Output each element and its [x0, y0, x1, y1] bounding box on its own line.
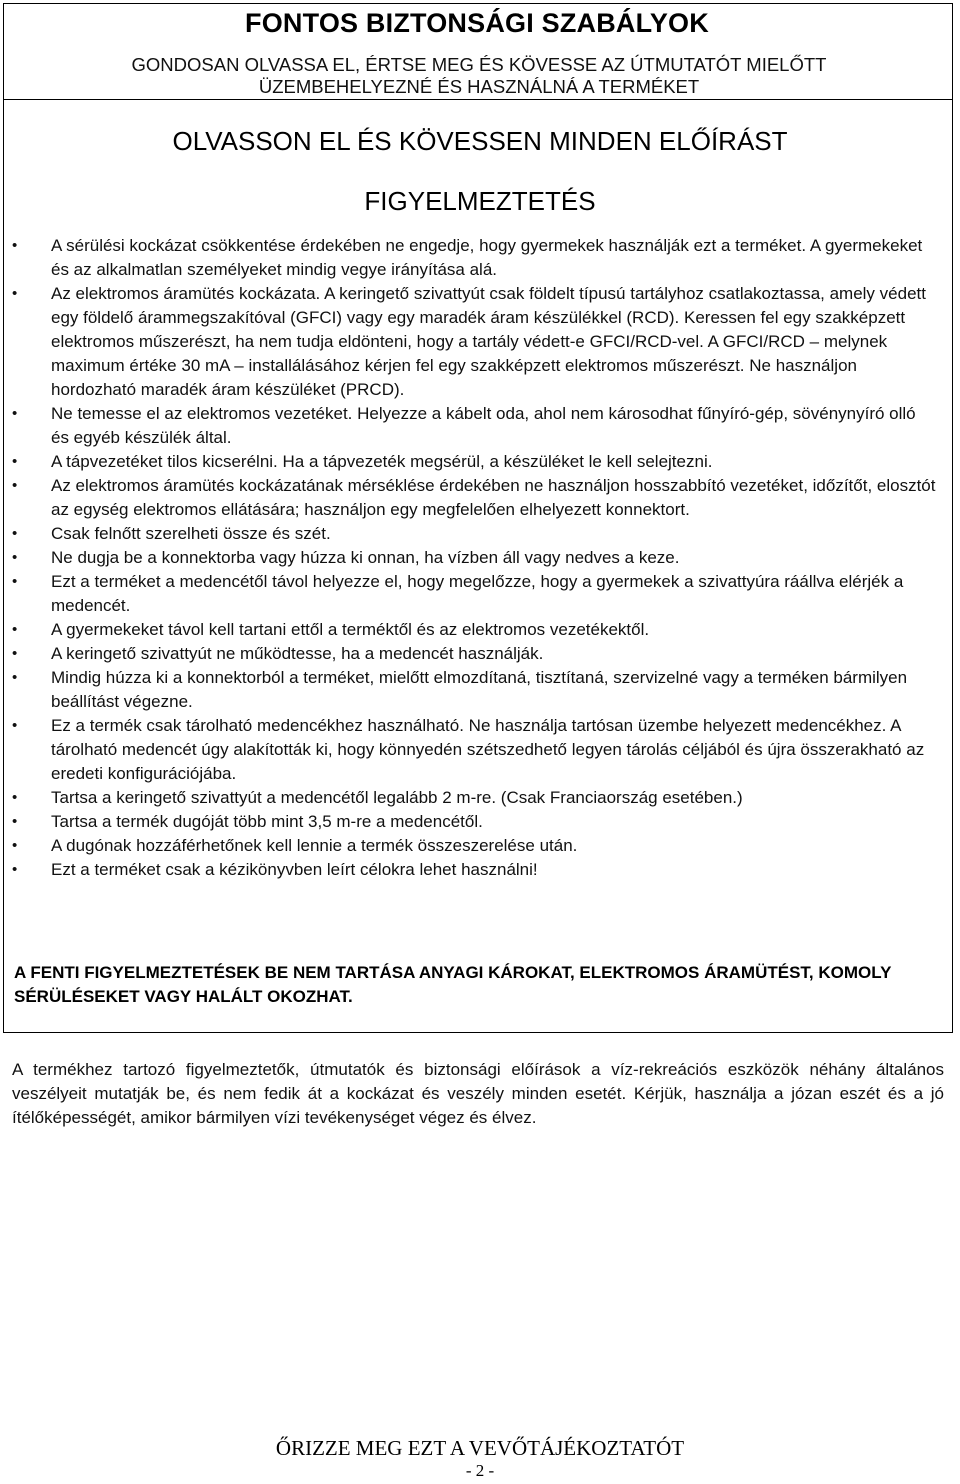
bullet-icon: • — [12, 285, 18, 302]
warning-text: Mindig húzza ki a konnektorból a terméket, mielőtt elmozdítaná, tisztítaná, szervizelné vagy a terméken bármilyen beállítást végezne. — [51, 668, 908, 711]
bullet-icon: • — [12, 453, 18, 470]
subtitle-line-1: GONDOSAN OLVASSA EL, ÉRTSE MEG ÉS KÖVESSE AZ ÚTMUTATÓT MIELŐTT — [131, 54, 827, 75]
warning-text: A dugónak hozzáférhetőnek kell lennie a termék összeszerelése után. — [51, 836, 578, 855]
warning-item — [0, 474, 960, 522]
warning-item — [0, 450, 960, 474]
footer-text: ŐRIZZE MEG EZT A VEVŐTÁJÉKOZTATÓT — [275, 1436, 685, 1460]
bullet-icon: • — [12, 813, 18, 830]
page-title: FONTOS BIZTONSÁGI SZABÁLYOK — [245, 8, 709, 38]
intro-paragraph: A termékhez tartozó figyelmeztetők, útmutatók és biztonsági előírások a víz-rekreációs eszközök néhány általános veszélyeit mutatják be, és nem fedik át a kockázat és veszély minden esetét. Kérjük, használja a józan eszét és a jó ítélőképességét, amikor bármilyen vízi tevékenységet végez és élvez. — [12, 1060, 944, 1127]
bullet-icon: • — [12, 477, 18, 494]
warning-text: A sérülési kockázat csökkentése érdekében ne engedje, hogy gyermekek használják ezt a terméket. A gyermekeket és az alkalmatlan személyeket mindig vegye irányítása alá. — [51, 236, 923, 279]
bullet-icon: • — [12, 789, 18, 806]
bullet-icon: • — [12, 837, 18, 854]
warning-item — [0, 642, 960, 666]
bullet-icon: • — [12, 669, 18, 686]
bullet-icon: • — [12, 549, 18, 566]
warning-item — [0, 570, 960, 618]
warning-text: A gyermekeket távol kell tartani ettől a terméktől és az elektromos vezetékektől. — [51, 620, 650, 639]
final-warning: A FENTI FIGYELMEZTETÉSEK BE NEM TARTÁSA ANYAGI KÁROKAT, ELEKTROMOS ÁRAMÜTÉST, KOMOLY SÉRÜLÉSEKET VAGY HALÁLT OKOZHAT. — [14, 963, 892, 1006]
subtitle-line-2: ÜZEMBEHELYEZNÉ ÉS HASZNÁLNÁ A TERMÉKET — [258, 76, 700, 97]
warning-text: Ne temesse el az elektromos vezetéket. Helyezze a kábelt oda, ahol nem károsodhat fűnyíró-gép, sövénynyíró olló és egyéb készülék által. — [51, 404, 916, 447]
warning-text: Az elektromos áramütés kockázatának mérséklése érdekében ne használjon hosszabbító vezetéket, időzítőt, elosztót az egység elektromos ellátására; használjon egy megfelelően elhelyezett konnektort. — [51, 476, 936, 519]
bullet-icon: • — [12, 573, 18, 590]
warning-heading: FIGYELMEZTETÉS — [364, 186, 596, 216]
warning-item — [0, 402, 960, 450]
warning-text: A tápvezetéket tilos kicserélni. Ha a tápvezeték megsérül, a készüléket le kell selejtezni. — [51, 452, 713, 471]
warning-text: Az elektromos áramütés kockázata. A keringető szivattyút csak földelt típusú tartályhoz csatlakoztassa, amely védett egy földelő árammegszakítóval (GFCI) vagy egy maradék áram készülékkel (RCD). Keressen fel egy szakképzett elektromos műszerészt, ha nem tudja eldönteni, hogy a tartály védett-e GFCI/RCD-vel. A GFCI/RCD – melynek maximum értéke 30 mA – installálásához kérjen fel egy szakképzett elektromos műszerészt. Ne használjon hordozható maradék áram készüléket (PRCD). — [51, 284, 926, 399]
warning-item — [0, 786, 960, 810]
warning-text: A keringető szivattyút ne működtesse, ha a medencét használják. — [51, 644, 544, 663]
warning-text: Ne dugja be a konnektorba vagy húzza ki onnan, ha vízben áll vagy nedves a keze. — [51, 548, 680, 567]
bullet-icon: • — [12, 861, 18, 878]
warning-item — [0, 714, 960, 786]
bullet-icon: • — [12, 621, 18, 638]
warning-text: Ezt a terméket csak a kézikönyvben leírt célokra lehet használni! — [51, 860, 538, 879]
warning-item — [0, 522, 960, 546]
bullet-icon: • — [12, 237, 18, 254]
warning-item — [0, 282, 960, 402]
title-box — [3, 3, 953, 100]
bullet-icon: • — [12, 717, 18, 734]
warning-item — [0, 810, 960, 834]
bullet-icon: • — [12, 645, 18, 662]
page-number: - 2 - — [465, 1461, 495, 1480]
warning-list — [0, 234, 960, 882]
bullet-icon: • — [12, 525, 18, 542]
page-subtitle — [14, 54, 944, 98]
warning-text: Csak felnőtt szerelheti össze és szét. — [51, 524, 331, 543]
warning-item — [0, 858, 960, 882]
warning-item — [0, 546, 960, 570]
bullet-icon: • — [12, 405, 18, 422]
warning-item — [0, 618, 960, 642]
warning-text: Tartsa a keringető szivattyút a medencétől legalább 2 m-re. (Csak Franciaország esetében.) — [51, 788, 743, 807]
warning-item — [0, 234, 960, 282]
warning-item — [0, 834, 960, 858]
warning-text: Ez a termék csak tárolható medencékhez használható. Ne használja tartósan üzembe helyezett medencékhez. A tárolható medencét úgy alakították ki, hogy könnyedén szétszedhető legyen tárolás céljából és újra összerakható az eredeti konfigurációjába. — [51, 716, 925, 783]
warning-text: Ezt a terméket a medencétől távol helyezze el, hogy megelőzze, hogy a gyermekek a szivattyúra ráállva elérjék a medencét. — [51, 572, 904, 615]
warning-item — [0, 666, 960, 714]
read-all-heading: OLVASSON EL ÉS KÖVESSEN MINDEN ELŐÍRÁST — [172, 126, 788, 156]
warning-text: Tartsa a termék dugóját több mint 3,5 m-re a medencétől. — [51, 812, 483, 831]
